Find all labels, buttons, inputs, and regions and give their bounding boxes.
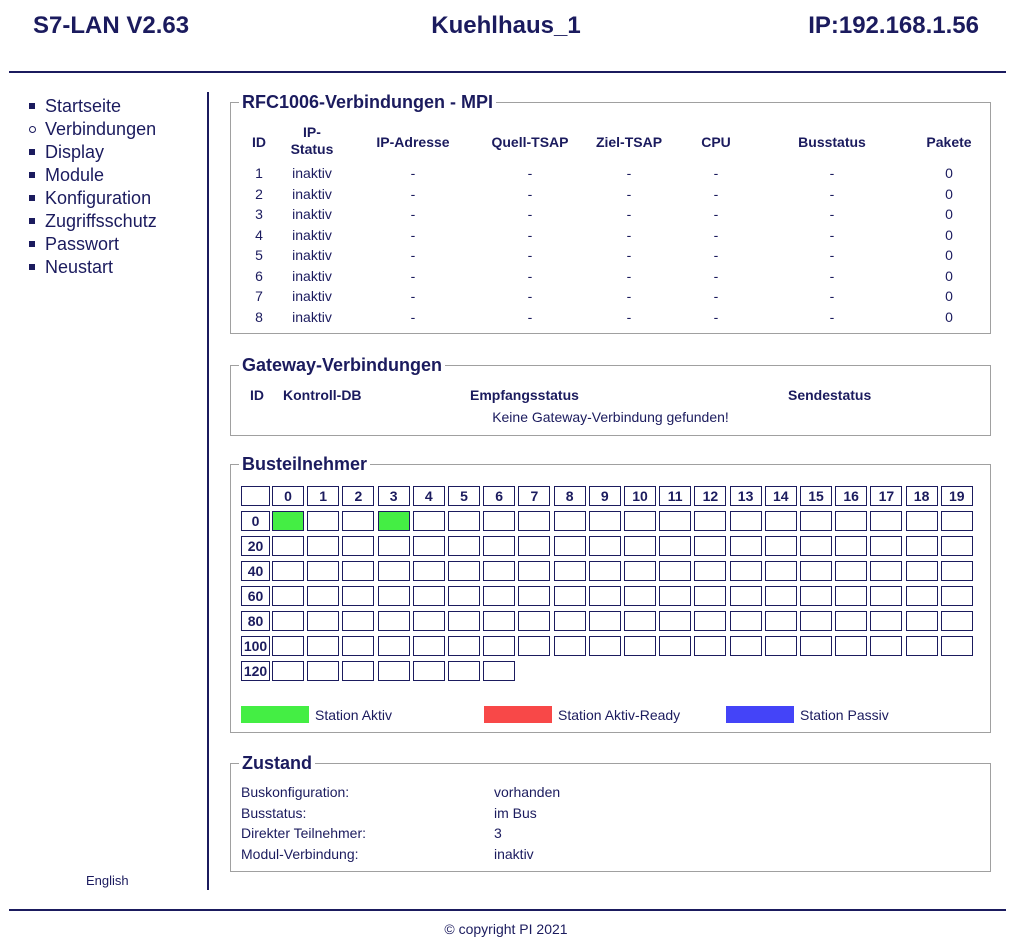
rfc-cell-busstatus: - bbox=[829, 308, 835, 325]
rfc-cell-cpu: - bbox=[713, 226, 719, 243]
rfc-cell-pakete: 0 bbox=[945, 206, 953, 222]
rfc-connections-panel bbox=[230, 92, 991, 334]
station-cell bbox=[448, 561, 480, 581]
nav-module[interactable]: Module bbox=[26, 164, 157, 187]
grid-col-header: 7 bbox=[518, 486, 550, 506]
station-cell bbox=[835, 561, 867, 581]
grid-col-header: 17 bbox=[870, 486, 902, 506]
grid-col-header: 13 bbox=[730, 486, 762, 506]
grid-col-header: 5 bbox=[448, 486, 480, 506]
grid-col-header: 11 bbox=[659, 486, 691, 506]
station-cell bbox=[378, 611, 410, 631]
station-cell bbox=[659, 586, 691, 606]
rfc-cell-busstatus: - bbox=[829, 165, 835, 181]
rfc-cell-cpu: - bbox=[713, 288, 719, 304]
rfc-cell-ip-status: inaktiv bbox=[292, 206, 332, 222]
station-cell bbox=[272, 611, 304, 631]
rfc-cell-pakete: 0 bbox=[945, 288, 953, 304]
rfc-cell-ziel-tsap: - bbox=[626, 206, 632, 222]
station-cell bbox=[483, 586, 515, 606]
station-cell bbox=[589, 636, 621, 656]
rfc-cell-ip-status: inaktiv bbox=[292, 165, 332, 181]
status-label-busstatus: Busstatus: bbox=[241, 805, 307, 821]
rfc-cell-busstatus: - bbox=[829, 288, 835, 304]
station-cell bbox=[659, 511, 691, 531]
station-cell bbox=[483, 636, 515, 656]
rfc-cell-cpu: - bbox=[713, 267, 719, 284]
station-cell bbox=[413, 636, 445, 656]
station-cell bbox=[694, 536, 726, 556]
legend-swatch-passiv bbox=[726, 706, 794, 723]
status-value-buskonfiguration: vorhanden bbox=[494, 784, 561, 800]
legend-label-aktiv: Station Aktiv bbox=[315, 707, 393, 723]
status-panel bbox=[230, 753, 991, 872]
station-cell bbox=[659, 611, 691, 631]
gateway-empty-message: Keine Gateway-Verbindung gefunden! bbox=[492, 409, 729, 425]
station-cell bbox=[448, 511, 480, 531]
rfc-cell-ip-adresse: - bbox=[410, 206, 416, 222]
grid-row-header: 80 bbox=[241, 611, 270, 631]
rfc-cell-quell-tsap: - bbox=[527, 206, 533, 222]
rfc-cell-ziel-tsap: - bbox=[626, 247, 632, 263]
station-cell bbox=[272, 561, 304, 581]
station-cell bbox=[589, 536, 621, 556]
station-cell bbox=[518, 561, 550, 581]
rfc-cell-quell-tsap: - bbox=[527, 185, 533, 202]
station-cell bbox=[378, 511, 410, 531]
rfc-header-ziel-tsap: Ziel-TSAP bbox=[595, 134, 663, 150]
rfc-cell-ip-adresse: - bbox=[410, 165, 416, 181]
station-cell bbox=[694, 586, 726, 606]
station-cell bbox=[835, 611, 867, 631]
station-cell bbox=[730, 511, 762, 531]
station-cell bbox=[800, 511, 832, 531]
station-cell bbox=[906, 536, 938, 556]
rfc-cell-ip-adresse: - bbox=[410, 267, 416, 284]
station-cell bbox=[694, 561, 726, 581]
rfc-cell-pakete: 0 bbox=[945, 267, 953, 284]
station-cell bbox=[800, 636, 832, 656]
station-cell bbox=[518, 536, 550, 556]
status-value-busstatus: im Bus bbox=[494, 805, 537, 821]
station-cell bbox=[483, 611, 515, 631]
grid-col-header: 10 bbox=[624, 486, 656, 506]
bottom-divider bbox=[9, 909, 1006, 911]
rfc-header-cpu: CPU bbox=[701, 134, 731, 150]
rfc-cell-pakete: 0 bbox=[945, 165, 953, 181]
rfc-cell-busstatus: - bbox=[829, 247, 835, 263]
rfc-cell-cpu: - bbox=[713, 247, 719, 263]
sidebar-nav bbox=[26, 95, 157, 279]
nav-startseite[interactable]: Startseite bbox=[26, 95, 157, 118]
legend-swatch-aktiv bbox=[241, 706, 309, 723]
nav-verbindungen[interactable]: Verbindungen bbox=[26, 118, 157, 141]
rfc-cell-ip-adresse: - bbox=[410, 308, 416, 325]
station-cell bbox=[518, 611, 550, 631]
rfc-cell-id: 4 bbox=[255, 226, 263, 243]
language-link[interactable]: English bbox=[86, 873, 129, 888]
grid-col-header: 4 bbox=[413, 486, 445, 506]
rfc-cell-ip-adresse: - bbox=[410, 288, 416, 304]
station-cell bbox=[378, 661, 410, 681]
rfc-header-pakete: Pakete bbox=[926, 134, 972, 150]
station-cell bbox=[378, 536, 410, 556]
rfc-header-busstatus: Busstatus bbox=[798, 134, 866, 150]
station-cell bbox=[554, 561, 586, 581]
station-cell bbox=[483, 536, 515, 556]
rfc-cell-id: 5 bbox=[255, 247, 263, 263]
rfc-cell-busstatus: - bbox=[829, 206, 835, 222]
grid-col-header: 18 bbox=[906, 486, 938, 506]
station-cell bbox=[272, 536, 304, 556]
station-cell bbox=[730, 586, 762, 606]
station-cell bbox=[659, 536, 691, 556]
rfc-cell-ip-status: inaktiv bbox=[292, 226, 332, 243]
station-cell bbox=[413, 561, 445, 581]
station-cell bbox=[342, 586, 374, 606]
rfc-cell-id: 2 bbox=[255, 185, 263, 202]
rfc-cell-pakete: 0 bbox=[945, 185, 953, 202]
station-cell bbox=[870, 536, 902, 556]
nav-neustart[interactable]: Neustart bbox=[26, 256, 157, 279]
station-cell bbox=[870, 586, 902, 606]
rfc-cell-ip-status: inaktiv bbox=[292, 247, 332, 263]
station-cell bbox=[307, 661, 339, 681]
station-cell bbox=[765, 511, 797, 531]
station-cell bbox=[413, 661, 445, 681]
grid-col-header: 6 bbox=[483, 486, 515, 506]
rfc-header-ip-adresse: IP-Adresse bbox=[376, 134, 450, 150]
station-cell bbox=[307, 511, 339, 531]
station-cell bbox=[800, 561, 832, 581]
gateway-title: Gateway-Verbindungen bbox=[239, 354, 445, 376]
rfc-cell-ziel-tsap: - bbox=[626, 288, 632, 304]
station-cell bbox=[413, 511, 445, 531]
legend-label-passiv: Station Passiv bbox=[800, 707, 889, 723]
station-cell bbox=[730, 636, 762, 656]
nav-display[interactable]: Display bbox=[26, 141, 157, 164]
station-cell bbox=[307, 636, 339, 656]
grid-col-header: 1 bbox=[307, 486, 339, 506]
status-label-buskonfiguration: Buskonfiguration: bbox=[241, 784, 350, 800]
grid-corner bbox=[241, 486, 270, 506]
grid-col-header: 8 bbox=[554, 486, 586, 506]
station-cell bbox=[342, 536, 374, 556]
station-cell bbox=[800, 586, 832, 606]
station-cell bbox=[800, 611, 832, 631]
status-label-modul-verbindung: Modul-Verbindung: bbox=[241, 846, 359, 862]
rfc-cell-ziel-tsap: - bbox=[626, 308, 632, 325]
rfc-cell-cpu: - bbox=[713, 206, 719, 222]
rfc-cell-ip-status: inaktiv bbox=[292, 288, 332, 304]
station-cell bbox=[765, 586, 797, 606]
gateway-header-id: ID bbox=[250, 387, 264, 403]
legend-swatch-aktiv-ready bbox=[484, 706, 552, 723]
copyright-footer: © copyright PI 2021 bbox=[444, 921, 568, 937]
station-cell bbox=[694, 511, 726, 531]
station-cell bbox=[483, 511, 515, 531]
station-cell bbox=[906, 636, 938, 656]
legend-label-aktiv-ready: Station Aktiv-Ready bbox=[558, 707, 681, 723]
station-cell bbox=[941, 636, 973, 656]
rfc-cell-cpu: - bbox=[713, 165, 719, 181]
rfc-cell-quell-tsap: - bbox=[527, 226, 533, 243]
station-cell bbox=[835, 636, 867, 656]
rfc-cell-quell-tsap: - bbox=[527, 165, 533, 181]
station-cell bbox=[765, 536, 797, 556]
station-cell bbox=[448, 636, 480, 656]
rfc-cell-ziel-tsap: - bbox=[626, 185, 632, 202]
rfc-cell-ziel-tsap: - bbox=[626, 267, 632, 284]
rfc-cell-ziel-tsap: - bbox=[626, 226, 632, 243]
station-cell bbox=[624, 536, 656, 556]
station-cell bbox=[835, 586, 867, 606]
station-cell bbox=[342, 511, 374, 531]
station-cell bbox=[378, 561, 410, 581]
station-cell bbox=[624, 611, 656, 631]
rfc-cell-id: 8 bbox=[255, 308, 263, 325]
station-cell bbox=[659, 636, 691, 656]
station-cell bbox=[554, 511, 586, 531]
station-cell bbox=[730, 611, 762, 631]
station-cell bbox=[272, 511, 304, 531]
sidebar-divider bbox=[207, 92, 209, 890]
station-cell bbox=[554, 611, 586, 631]
station-cell bbox=[941, 536, 973, 556]
rfc-cell-pakete: 0 bbox=[945, 226, 953, 243]
rfc-cell-id: 6 bbox=[255, 267, 263, 284]
station-cell bbox=[624, 636, 656, 656]
station-cell bbox=[342, 661, 374, 681]
station-cell bbox=[554, 586, 586, 606]
nav-passwort[interactable]: Passwort bbox=[26, 233, 157, 256]
station-cell bbox=[448, 611, 480, 631]
station-cell bbox=[413, 611, 445, 631]
station-cell bbox=[941, 511, 973, 531]
grid-col-header: 14 bbox=[765, 486, 797, 506]
grid-col-header: 3 bbox=[378, 486, 410, 506]
station-cell bbox=[835, 536, 867, 556]
station-cell bbox=[906, 561, 938, 581]
station-cell bbox=[518, 636, 550, 656]
rfc-cell-id: 7 bbox=[255, 288, 263, 304]
station-cell bbox=[307, 536, 339, 556]
station-cell bbox=[589, 586, 621, 606]
station-cell bbox=[272, 636, 304, 656]
rfc-cell-ip-status: inaktiv bbox=[292, 185, 332, 202]
rfc-cell-cpu: - bbox=[713, 185, 719, 202]
grid-col-header: 16 bbox=[835, 486, 867, 506]
station-cell bbox=[906, 586, 938, 606]
station-cell bbox=[941, 586, 973, 606]
grid-col-header: 19 bbox=[941, 486, 973, 506]
station-cell bbox=[554, 536, 586, 556]
station-cell bbox=[448, 586, 480, 606]
ip-address: IP:192.168.1.56 bbox=[808, 12, 979, 39]
grid-col-header: 0 bbox=[272, 486, 304, 506]
status-title: Zustand bbox=[239, 752, 315, 774]
rfc-cell-pakete: 0 bbox=[945, 308, 953, 325]
bus-title: Busteilnehmer bbox=[239, 453, 370, 475]
rfc-cell-id: 1 bbox=[255, 165, 263, 181]
station-cell bbox=[378, 636, 410, 656]
station-cell bbox=[448, 661, 480, 681]
station-cell bbox=[835, 511, 867, 531]
grid-row-header: 20 bbox=[241, 536, 270, 556]
station-cell bbox=[941, 611, 973, 631]
grid-col-header: 12 bbox=[694, 486, 726, 506]
station-cell bbox=[765, 561, 797, 581]
station-cell bbox=[307, 561, 339, 581]
station-cell bbox=[413, 586, 445, 606]
station-cell bbox=[589, 611, 621, 631]
station-cell bbox=[730, 561, 762, 581]
nav-zugriffsschutz[interactable]: Zugriffsschutz bbox=[26, 210, 157, 233]
station-cell bbox=[518, 511, 550, 531]
rfc-cell-busstatus: - bbox=[829, 185, 835, 202]
grid-row-header: 60 bbox=[241, 586, 270, 606]
rfc-cell-quell-tsap: - bbox=[527, 247, 533, 263]
rfc-cell-pakete: 0 bbox=[945, 247, 953, 263]
station-cell bbox=[694, 636, 726, 656]
gateway-header-empfangsstatus: Empfangsstatus bbox=[470, 387, 579, 403]
station-cell bbox=[694, 611, 726, 631]
rfc-cell-busstatus: - bbox=[829, 226, 835, 243]
rfc-header-quell-tsap: Quell-TSAP bbox=[491, 134, 569, 150]
station-cell bbox=[800, 536, 832, 556]
rfc-cell-quell-tsap: - bbox=[527, 267, 533, 284]
station-cell bbox=[870, 561, 902, 581]
station-cell bbox=[870, 636, 902, 656]
bus-participants-panel bbox=[230, 454, 991, 733]
status-label-direkter-teilnehmer: Direkter Teilnehmer: bbox=[241, 825, 367, 841]
gateway-header-sendestatus: Sendestatus bbox=[788, 387, 872, 403]
rfc-cell-quell-tsap: - bbox=[527, 308, 533, 325]
status-value-direkter-teilnehmer: 3 bbox=[494, 825, 502, 841]
rfc-cell-ip-adresse: - bbox=[410, 247, 416, 263]
gateway-header-kontroll-db: Kontroll-DB bbox=[283, 387, 362, 403]
rfc-cell-ip-status: inaktiv bbox=[292, 308, 332, 325]
rfc-cell-ip-adresse: - bbox=[410, 226, 416, 243]
rfc-header-id: ID bbox=[252, 134, 266, 150]
top-divider bbox=[9, 71, 1006, 73]
station-cell bbox=[554, 636, 586, 656]
rfc-cell-cpu: - bbox=[713, 308, 719, 325]
station-cell bbox=[307, 611, 339, 631]
rfc-cell-id: 3 bbox=[255, 206, 263, 222]
grid-col-header: 2 bbox=[342, 486, 374, 506]
station-cell bbox=[941, 561, 973, 581]
station-cell bbox=[589, 511, 621, 531]
station-cell bbox=[624, 561, 656, 581]
rfc-cell-ziel-tsap: - bbox=[626, 165, 632, 181]
station-cell bbox=[870, 511, 902, 531]
grid-row-header: 0 bbox=[241, 511, 270, 531]
station-cell bbox=[765, 611, 797, 631]
nav-konfiguration[interactable]: Konfiguration bbox=[26, 187, 157, 210]
station-name: Kuehlhaus_1 bbox=[431, 12, 581, 39]
station-cell bbox=[870, 611, 902, 631]
grid-row-header: 100 bbox=[241, 636, 270, 656]
station-cell bbox=[589, 561, 621, 581]
station-cell bbox=[906, 511, 938, 531]
rfc-cell-ip-status: inaktiv bbox=[292, 267, 332, 284]
grid-row-header: 40 bbox=[241, 561, 270, 581]
gateway-panel bbox=[230, 355, 991, 436]
station-cell bbox=[378, 586, 410, 606]
rfc-title: RFC1006-Verbindungen - MPI bbox=[239, 91, 496, 113]
station-cell bbox=[342, 636, 374, 656]
station-cell bbox=[483, 561, 515, 581]
station-cell bbox=[659, 561, 691, 581]
station-cell bbox=[342, 561, 374, 581]
grid-row-header: 120 bbox=[241, 661, 270, 681]
status-value-modul-verbindung: inaktiv bbox=[494, 846, 534, 862]
station-cell bbox=[624, 586, 656, 606]
rfc-cell-busstatus: - bbox=[829, 267, 835, 284]
station-cell bbox=[765, 636, 797, 656]
rfc-cell-ip-adresse: - bbox=[410, 185, 416, 202]
station-cell bbox=[518, 586, 550, 606]
device-version: S7-LAN V2.63 bbox=[33, 12, 190, 39]
station-cell bbox=[307, 586, 339, 606]
station-cell bbox=[272, 586, 304, 606]
station-cell bbox=[483, 661, 515, 681]
station-cell bbox=[413, 536, 445, 556]
rfc-cell-quell-tsap: - bbox=[527, 288, 533, 304]
rfc-header-ip-status: IP- Status bbox=[290, 124, 334, 157]
station-cell bbox=[624, 511, 656, 531]
station-cell bbox=[730, 536, 762, 556]
station-cell bbox=[272, 661, 304, 681]
station-cell bbox=[448, 536, 480, 556]
station-cell bbox=[342, 611, 374, 631]
grid-col-header: 15 bbox=[800, 486, 832, 506]
grid-col-header: 9 bbox=[589, 486, 621, 506]
station-cell bbox=[906, 611, 938, 631]
